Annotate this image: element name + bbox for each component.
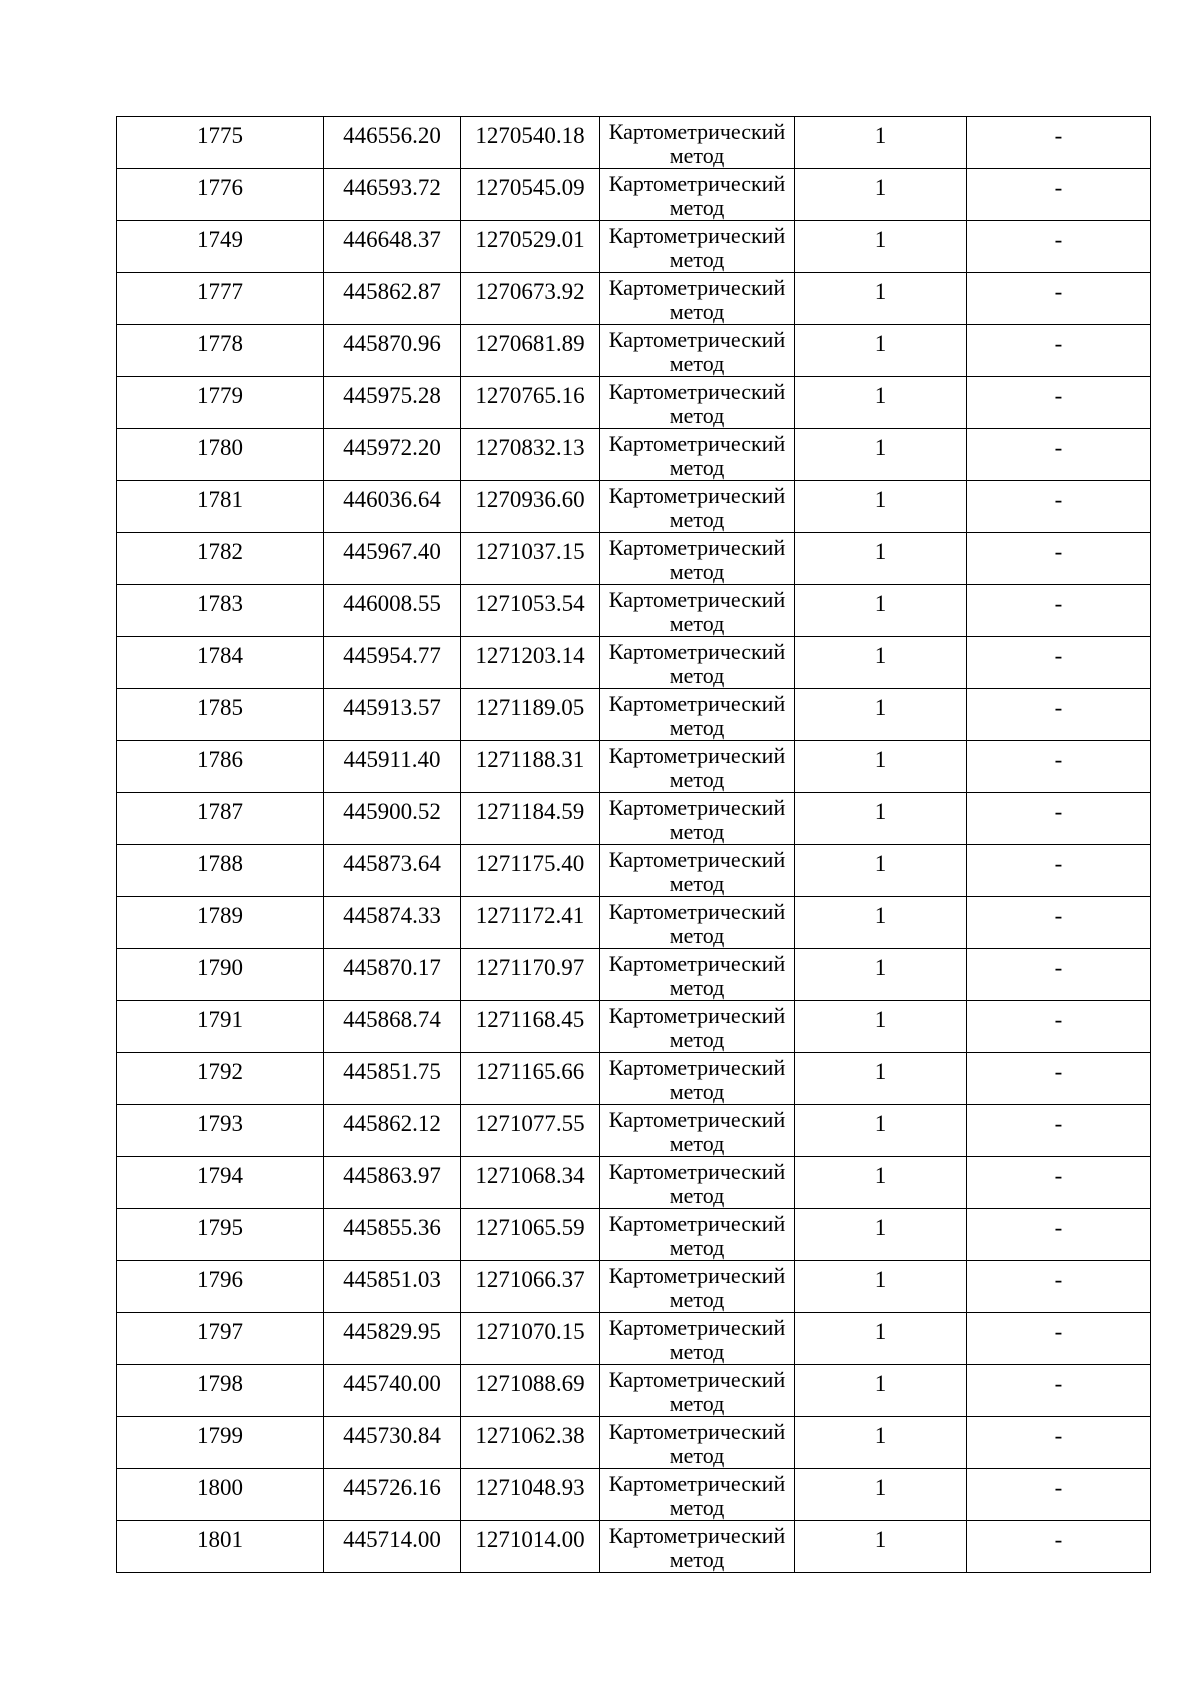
y-coordinate-cell: 1270673.92	[461, 273, 600, 325]
method-cell	[600, 1157, 795, 1209]
y-coordinate-cell: 1271062.38	[461, 1417, 600, 1469]
accuracy-cell: 1	[795, 845, 967, 897]
method-cell	[600, 1001, 795, 1053]
y-coordinate-cell: 1270765.16	[461, 377, 600, 429]
accuracy-cell: 1	[795, 481, 967, 533]
method-line-2: метод	[669, 195, 725, 220]
method-line-2: метод	[669, 975, 725, 1000]
point-number-cell: 1800	[117, 1469, 324, 1521]
y-coordinate-cell: 1271188.31	[461, 741, 600, 793]
method-cell	[600, 1209, 795, 1261]
point-number-cell: 1786	[117, 741, 324, 793]
description-cell: -	[967, 1365, 1151, 1417]
x-coordinate-cell: 446556.20	[324, 117, 461, 169]
point-number-cell: 1793	[117, 1105, 324, 1157]
method-line-1: Картометрический	[608, 1107, 786, 1132]
table-row	[117, 689, 1151, 741]
method-line-2: метод	[669, 1495, 725, 1520]
point-number-cell: 1801	[117, 1521, 324, 1573]
table-row	[117, 1209, 1151, 1261]
accuracy-cell: 1	[795, 1209, 967, 1261]
method-line-1: Картометрический	[608, 1159, 786, 1184]
accuracy-cell: 1	[795, 1469, 967, 1521]
method-line-2: метод	[669, 559, 725, 584]
y-coordinate-cell: 1271068.34	[461, 1157, 600, 1209]
method-cell	[600, 429, 795, 481]
method-line-1: Картометрический	[608, 1003, 786, 1028]
accuracy-cell: 1	[795, 1521, 967, 1573]
method-cell	[600, 117, 795, 169]
description-cell: -	[967, 325, 1151, 377]
x-coordinate-cell: 445726.16	[324, 1469, 461, 1521]
point-number-cell: 1778	[117, 325, 324, 377]
x-coordinate-cell: 445972.20	[324, 429, 461, 481]
table-row	[117, 429, 1151, 481]
method-line-2: метод	[669, 1287, 725, 1312]
method-line-2: метод	[669, 767, 725, 792]
point-number-cell: 1794	[117, 1157, 324, 1209]
point-number-cell: 1785	[117, 689, 324, 741]
description-cell: -	[967, 1469, 1151, 1521]
table-row	[117, 1469, 1151, 1521]
x-coordinate-cell: 445913.57	[324, 689, 461, 741]
point-number-cell: 1783	[117, 585, 324, 637]
method-line-2: метод	[669, 1391, 725, 1416]
point-number-cell: 1784	[117, 637, 324, 689]
method-cell	[600, 1417, 795, 1469]
y-coordinate-cell: 1271077.55	[461, 1105, 600, 1157]
method-cell	[600, 897, 795, 949]
y-coordinate-cell: 1270545.09	[461, 169, 600, 221]
table-row	[117, 533, 1151, 585]
description-cell: -	[967, 741, 1151, 793]
x-coordinate-cell: 445740.00	[324, 1365, 461, 1417]
method-line-1: Картометрический	[608, 379, 786, 404]
accuracy-cell: 1	[795, 429, 967, 481]
table-row	[117, 793, 1151, 845]
description-cell: -	[967, 793, 1151, 845]
description-cell: -	[967, 1417, 1151, 1469]
coordinates-table-body	[117, 117, 1151, 1573]
method-line-1: Картометрический	[608, 483, 786, 508]
accuracy-cell: 1	[795, 897, 967, 949]
y-coordinate-cell: 1270681.89	[461, 325, 600, 377]
method-line-2: метод	[669, 1547, 725, 1572]
method-cell	[600, 1053, 795, 1105]
x-coordinate-cell: 445870.96	[324, 325, 461, 377]
method-cell	[600, 793, 795, 845]
accuracy-cell: 1	[795, 169, 967, 221]
method-cell	[600, 221, 795, 273]
x-coordinate-cell: 446008.55	[324, 585, 461, 637]
x-coordinate-cell: 445855.36	[324, 1209, 461, 1261]
description-cell: -	[967, 273, 1151, 325]
coordinates-table	[116, 116, 1151, 1573]
x-coordinate-cell: 445730.84	[324, 1417, 461, 1469]
method-line-2: метод	[669, 923, 725, 948]
description-cell: -	[967, 897, 1151, 949]
method-line-1: Картометрический	[608, 899, 786, 924]
method-line-2: метод	[669, 403, 725, 428]
accuracy-cell: 1	[795, 793, 967, 845]
accuracy-cell: 1	[795, 1001, 967, 1053]
accuracy-cell: 1	[795, 325, 967, 377]
method-line-2: метод	[669, 715, 725, 740]
accuracy-cell: 1	[795, 221, 967, 273]
method-line-1: Картометрический	[608, 1263, 786, 1288]
table-row	[117, 949, 1151, 1001]
x-coordinate-cell: 445863.97	[324, 1157, 461, 1209]
accuracy-cell: 1	[795, 1261, 967, 1313]
method-line-1: Картометрический	[608, 1211, 786, 1236]
description-cell: -	[967, 533, 1151, 585]
accuracy-cell: 1	[795, 637, 967, 689]
description-cell: -	[967, 117, 1151, 169]
description-cell: -	[967, 1521, 1151, 1573]
method-line-1: Картометрический	[608, 1055, 786, 1080]
table-row	[117, 741, 1151, 793]
table-row	[117, 481, 1151, 533]
y-coordinate-cell: 1270529.01	[461, 221, 600, 273]
x-coordinate-cell: 445862.12	[324, 1105, 461, 1157]
x-coordinate-cell: 445851.03	[324, 1261, 461, 1313]
point-number-cell: 1791	[117, 1001, 324, 1053]
method-line-2: метод	[669, 1131, 725, 1156]
method-cell	[600, 481, 795, 533]
table-row	[117, 1001, 1151, 1053]
y-coordinate-cell: 1271203.14	[461, 637, 600, 689]
description-cell: -	[967, 585, 1151, 637]
y-coordinate-cell: 1271168.45	[461, 1001, 600, 1053]
point-number-cell: 1797	[117, 1313, 324, 1365]
point-number-cell: 1775	[117, 117, 324, 169]
description-cell: -	[967, 1157, 1151, 1209]
method-line-2: метод	[669, 1443, 725, 1468]
method-cell	[600, 377, 795, 429]
method-line-2: метод	[669, 1027, 725, 1052]
accuracy-cell: 1	[795, 585, 967, 637]
method-line-2: метод	[669, 247, 725, 272]
y-coordinate-cell: 1271165.66	[461, 1053, 600, 1105]
point-number-cell: 1790	[117, 949, 324, 1001]
method-cell	[600, 169, 795, 221]
table-row	[117, 845, 1151, 897]
method-line-1: Картометрический	[608, 1471, 786, 1496]
method-line-1: Картометрический	[608, 795, 786, 820]
accuracy-cell: 1	[795, 533, 967, 585]
accuracy-cell: 1	[795, 1365, 967, 1417]
table-row	[117, 1417, 1151, 1469]
method-line-2: метод	[669, 455, 725, 480]
method-line-2: метод	[669, 1183, 725, 1208]
method-cell	[600, 585, 795, 637]
description-cell: -	[967, 1261, 1151, 1313]
description-cell: -	[967, 1001, 1151, 1053]
table-row	[117, 169, 1151, 221]
x-coordinate-cell: 445873.64	[324, 845, 461, 897]
x-coordinate-cell: 446648.37	[324, 221, 461, 273]
method-line-1: Картометрический	[608, 1315, 786, 1340]
method-cell	[600, 637, 795, 689]
table-row	[117, 585, 1151, 637]
table-row	[117, 1521, 1151, 1573]
y-coordinate-cell: 1270540.18	[461, 117, 600, 169]
point-number-cell: 1780	[117, 429, 324, 481]
table-row	[117, 377, 1151, 429]
x-coordinate-cell: 445975.28	[324, 377, 461, 429]
x-coordinate-cell: 446036.64	[324, 481, 461, 533]
point-number-cell: 1777	[117, 273, 324, 325]
point-number-cell: 1796	[117, 1261, 324, 1313]
description-cell: -	[967, 637, 1151, 689]
point-number-cell: 1779	[117, 377, 324, 429]
method-line-1: Картометрический	[608, 1419, 786, 1444]
method-line-1: Картометрический	[608, 951, 786, 976]
method-line-2: метод	[669, 1339, 725, 1364]
accuracy-cell: 1	[795, 1105, 967, 1157]
method-line-1: Картометрический	[608, 639, 786, 664]
accuracy-cell: 1	[795, 1157, 967, 1209]
table-row	[117, 117, 1151, 169]
point-number-cell: 1781	[117, 481, 324, 533]
y-coordinate-cell: 1271066.37	[461, 1261, 600, 1313]
accuracy-cell: 1	[795, 949, 967, 1001]
y-coordinate-cell: 1271014.00	[461, 1521, 600, 1573]
accuracy-cell: 1	[795, 377, 967, 429]
point-number-cell: 1798	[117, 1365, 324, 1417]
accuracy-cell: 1	[795, 1313, 967, 1365]
description-cell: -	[967, 429, 1151, 481]
table-row	[117, 1365, 1151, 1417]
method-line-1: Картометрический	[608, 1367, 786, 1392]
description-cell: -	[967, 1313, 1151, 1365]
description-cell: -	[967, 845, 1151, 897]
method-cell	[600, 1105, 795, 1157]
x-coordinate-cell: 445868.74	[324, 1001, 461, 1053]
method-line-1: Картометрический	[608, 587, 786, 612]
method-line-1: Картометрический	[608, 1523, 786, 1548]
description-cell: -	[967, 221, 1151, 273]
table-row	[117, 1053, 1151, 1105]
method-line-2: метод	[669, 611, 725, 636]
x-coordinate-cell: 445900.52	[324, 793, 461, 845]
x-coordinate-cell: 445911.40	[324, 741, 461, 793]
method-line-2: метод	[669, 299, 725, 324]
description-cell: -	[967, 689, 1151, 741]
method-cell	[600, 1313, 795, 1365]
method-line-2: метод	[669, 351, 725, 376]
method-cell	[600, 533, 795, 585]
method-cell	[600, 689, 795, 741]
x-coordinate-cell: 445851.75	[324, 1053, 461, 1105]
method-line-1: Картометрический	[608, 223, 786, 248]
table-row	[117, 273, 1151, 325]
description-cell: -	[967, 1053, 1151, 1105]
x-coordinate-cell: 445967.40	[324, 533, 461, 585]
description-cell: -	[967, 1209, 1151, 1261]
description-cell: -	[967, 377, 1151, 429]
description-cell: -	[967, 481, 1151, 533]
point-number-cell: 1795	[117, 1209, 324, 1261]
table-row	[117, 637, 1151, 689]
y-coordinate-cell: 1271037.15	[461, 533, 600, 585]
method-line-1: Картометрический	[608, 327, 786, 352]
y-coordinate-cell: 1271070.15	[461, 1313, 600, 1365]
y-coordinate-cell: 1271048.93	[461, 1469, 600, 1521]
method-cell	[600, 1365, 795, 1417]
method-cell	[600, 1261, 795, 1313]
table-row	[117, 1261, 1151, 1313]
x-coordinate-cell: 445862.87	[324, 273, 461, 325]
method-line-2: метод	[669, 1235, 725, 1260]
y-coordinate-cell: 1271088.69	[461, 1365, 600, 1417]
method-cell	[600, 1469, 795, 1521]
point-number-cell: 1787	[117, 793, 324, 845]
method-cell	[600, 325, 795, 377]
x-coordinate-cell: 445714.00	[324, 1521, 461, 1573]
y-coordinate-cell: 1271189.05	[461, 689, 600, 741]
method-line-2: метод	[669, 819, 725, 844]
description-cell: -	[967, 1105, 1151, 1157]
y-coordinate-cell: 1271053.54	[461, 585, 600, 637]
y-coordinate-cell: 1271065.59	[461, 1209, 600, 1261]
accuracy-cell: 1	[795, 273, 967, 325]
method-cell	[600, 949, 795, 1001]
method-line-2: метод	[669, 143, 725, 168]
point-number-cell: 1782	[117, 533, 324, 585]
accuracy-cell: 1	[795, 689, 967, 741]
method-line-1: Картометрический	[608, 691, 786, 716]
method-line-2: метод	[669, 663, 725, 688]
point-number-cell: 1799	[117, 1417, 324, 1469]
y-coordinate-cell: 1271170.97	[461, 949, 600, 1001]
point-number-cell: 1749	[117, 221, 324, 273]
method-cell	[600, 741, 795, 793]
x-coordinate-cell: 445829.95	[324, 1313, 461, 1365]
method-cell	[600, 845, 795, 897]
method-line-1: Картометрический	[608, 743, 786, 768]
method-line-2: метод	[669, 507, 725, 532]
x-coordinate-cell: 445954.77	[324, 637, 461, 689]
point-number-cell: 1792	[117, 1053, 324, 1105]
method-line-2: метод	[669, 871, 725, 896]
method-line-1: Картометрический	[608, 431, 786, 456]
y-coordinate-cell: 1270832.13	[461, 429, 600, 481]
method-cell	[600, 1521, 795, 1573]
method-line-1: Картометрический	[608, 535, 786, 560]
description-cell: -	[967, 169, 1151, 221]
y-coordinate-cell: 1271172.41	[461, 897, 600, 949]
y-coordinate-cell: 1270936.60	[461, 481, 600, 533]
point-number-cell: 1789	[117, 897, 324, 949]
method-cell	[600, 273, 795, 325]
description-cell: -	[967, 949, 1151, 1001]
x-coordinate-cell: 445870.17	[324, 949, 461, 1001]
method-line-1: Картометрический	[608, 119, 786, 144]
accuracy-cell: 1	[795, 117, 967, 169]
table-row	[117, 1157, 1151, 1209]
accuracy-cell: 1	[795, 1417, 967, 1469]
method-line-1: Картометрический	[608, 847, 786, 872]
point-number-cell: 1776	[117, 169, 324, 221]
table-row	[117, 897, 1151, 949]
x-coordinate-cell: 445874.33	[324, 897, 461, 949]
accuracy-cell: 1	[795, 741, 967, 793]
accuracy-cell: 1	[795, 1053, 967, 1105]
point-number-cell: 1788	[117, 845, 324, 897]
table-row	[117, 1105, 1151, 1157]
method-line-2: метод	[669, 1079, 725, 1104]
method-line-1: Картометрический	[608, 275, 786, 300]
table-row	[117, 221, 1151, 273]
table-row	[117, 325, 1151, 377]
method-line-1: Картометрический	[608, 171, 786, 196]
table-row	[117, 1313, 1151, 1365]
y-coordinate-cell: 1271184.59	[461, 793, 600, 845]
x-coordinate-cell: 446593.72	[324, 169, 461, 221]
y-coordinate-cell: 1271175.40	[461, 845, 600, 897]
